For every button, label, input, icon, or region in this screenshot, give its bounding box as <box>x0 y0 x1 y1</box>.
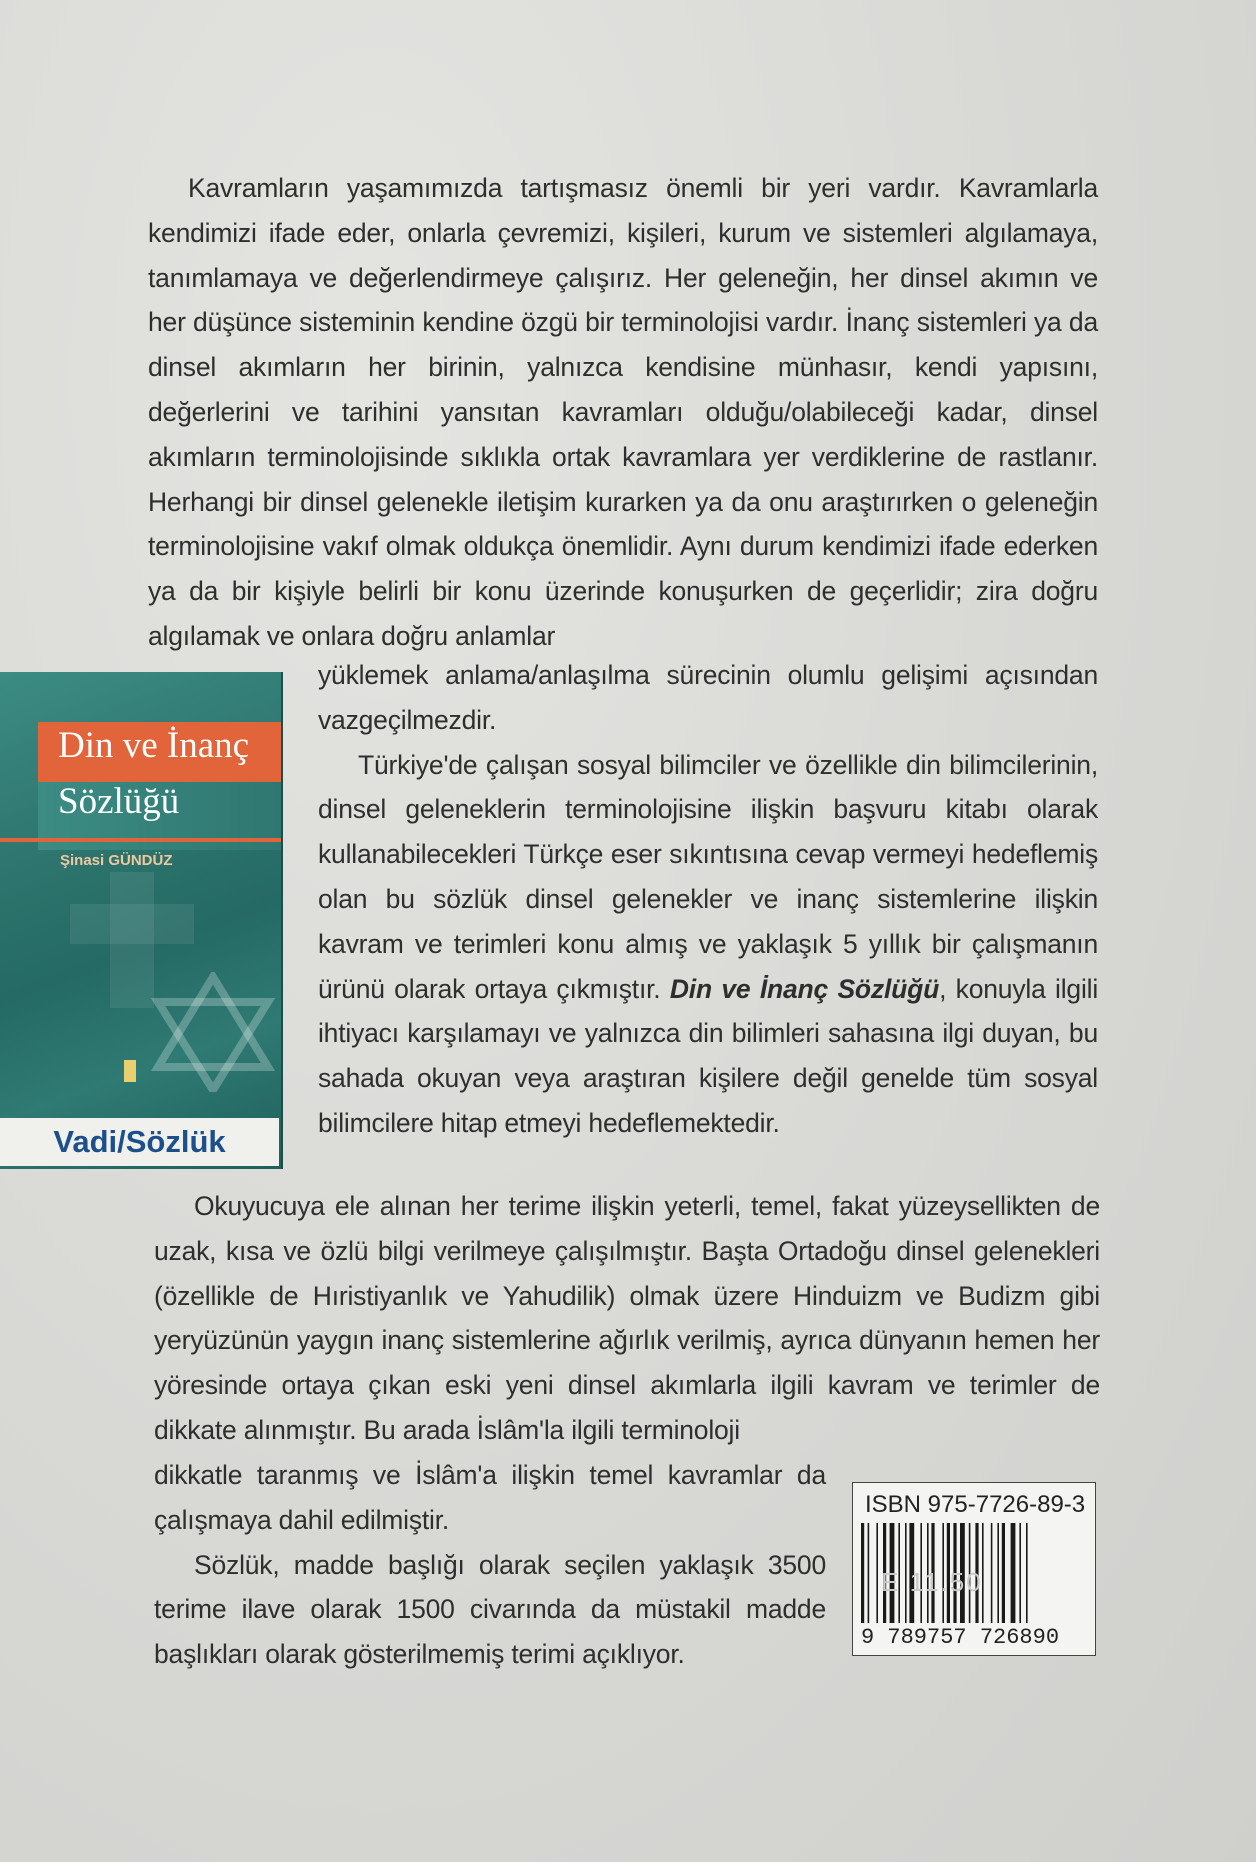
cover-title-line2: Sözlüğü <box>58 781 180 822</box>
ean-digits: 9 789757 726890 <box>861 1625 1060 1650</box>
barcode-bar <box>1019 1523 1021 1623</box>
paragraph-3: Okuyucuya ele alınan her terime ilişkin yeterli, temel, fakat yüzeysellikten de uzak, kısa ve özlü bilgi verilmeye çalışılmıştır. Başta Ortadoğu dinsel gelenekleri (özellikle de Hıristiyanlık ve Yahudilik) olmak üzere Hinduizm ve Budizm gibi yeryüzünün yaygın inanç sistemlerine ağırlık verilmiş, ayrıca dünyanın hemen her yöresinde ortaya çıkan eski yeni dinsel akımlarla ilgili kavram ve terimler de dikkate alınmıştır. Bu arada İslâm'la ilgili terminoloji <box>154 1191 1100 1445</box>
price-sticker: E 11.50 <box>881 1567 983 1597</box>
barcode-bar <box>997 1523 999 1623</box>
paragraph-4: Sözlük, madde başlığı olarak seçilen yaklaşık 3500 terime ilave olarak 1500 civarında da müstakil madde başlıkları olarak gösterilmemiş terimi açıklıyor. <box>154 1549 826 1670</box>
isbn-barcode-box <box>852 1482 1096 1656</box>
paragraph-3-continued: dikkatle taranmış ve İslâm'a ilişkin temel kavramlar da çalışmaya dahil edilmiştir. <box>154 1460 826 1535</box>
series-label: Vadi/Sözlük <box>0 1118 279 1166</box>
paragraph-intro <box>148 166 1098 659</box>
cover-divider <box>0 838 281 842</box>
paragraph-wrap-around-cover <box>318 653 1098 1146</box>
cover-title-line1: Din ve İnanç <box>58 725 250 766</box>
barcode-bar <box>868 1523 870 1623</box>
star-of-david-icon <box>148 972 278 1092</box>
paragraph-3-block <box>154 1184 1100 1453</box>
publisher-logo-icon <box>124 1060 136 1082</box>
barcode-bar <box>1011 1523 1016 1623</box>
paragraph-2 <box>318 743 1098 1146</box>
book-cover-thumbnail <box>0 672 283 1169</box>
paragraph-2-a: Türkiye'de çalışan sosyal bilimciler ve özellikle din bilimcilerinin, dinsel geleneklerin terminolojisine ilişkin başvuru kitabı olarak kullanabilecekleri Türkçe eser sıkıntısına cevap vermeyi hedeflemiş olan bu sözlük dinsel gelenekler ve inanç sistemlerine ilişkin kavram ve terimleri konu almış ve yaklaşık 5 yıllık bir çalışmanın ürünü olarak ortaya çıkmıştır. <box>318 749 1098 1004</box>
cover-author: Şinasi GÜNDÜZ <box>60 852 173 869</box>
barcode-bar <box>876 1523 878 1623</box>
barcode-bar <box>1002 1523 1005 1623</box>
paragraph-1: Kavramların yaşamımızda tartışmasız önemli bir yeri vardır. Kavramlarla kendimizi ifade eder, onlarla çevremizi, kişileri, kurum ve sistemleri algılamaya, tanımlamaya ve değerlendirmeye çalışırız. Her geleneğin, her dinsel akımın ve her düşünce sisteminin kendine özgü bir terminolojisi vardır. İnanç sistemleri ya da dinsel akımların her birinin, yalnızca kendisine münhasır, kendi yapısını, değerlerini ve tarihini yansıtan kavramları olduğu/olabileceği kadar, dinsel akımların terminolojisinde sıklıkla ortak kavramlara yer verdiklerine de rastlanır. Herhangi bir dinsel gelenekle iletişim kurarken ya da onu araştırırken o geleneğin terminolojisine vakıf olmak oldukça önemlidir. Aynı durum kendimizi ifade ederken ya da bir kişiyle belirli bir konu üzerinde konuşurken de geçerlidir; zira doğru algılamak ve onlara doğru anlamlar <box>148 173 1098 651</box>
cross-icon-bar <box>70 904 194 944</box>
book-title-inline: Din ve İnanç Sözlüğü <box>669 973 940 1004</box>
paragraph-1-continued: yüklemek anlama/anlaşılma sürecinin olumlu gelişimi açısından vazgeçilmezdir. <box>318 660 1098 735</box>
paragraph-2-b: , konuyla ilgili ihtiyacı karşılamayı ve yalnızca din bilimleri sahasına ilgi duyan, bu sahada okuyan veya araştıran kişilere değil genelde tüm sosyal bilimcilere hitap etmeyi hedeflemektedir. <box>318 973 1099 1138</box>
barcode-bar <box>861 1523 864 1623</box>
isbn-number: ISBN 975-7726-89-3 <box>865 1491 1086 1518</box>
barcode-bar <box>991 1523 993 1623</box>
paragraph-near-isbn <box>154 1453 826 1677</box>
barcode-bar <box>1026 1523 1028 1623</box>
